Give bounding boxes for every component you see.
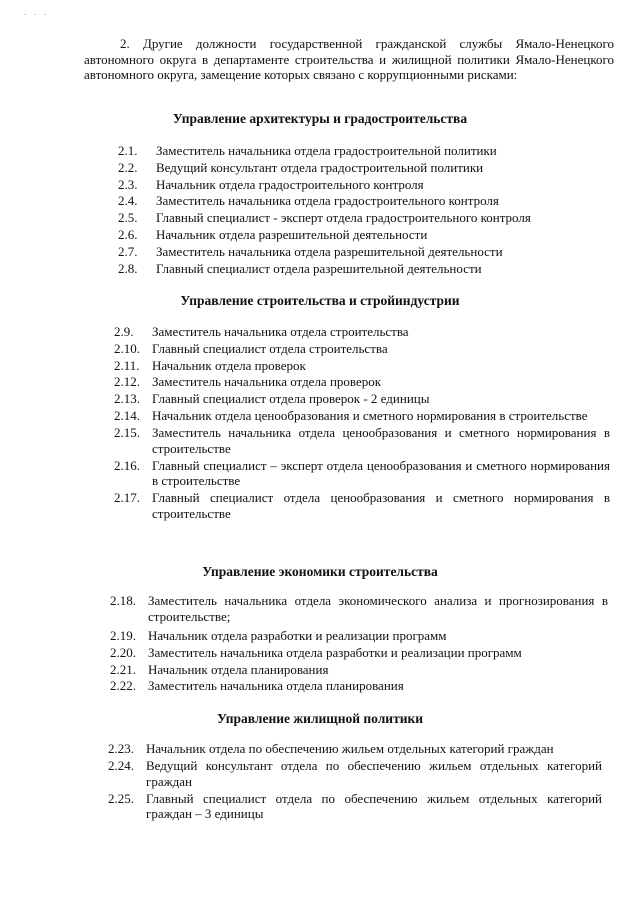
list-item	[114, 341, 544, 358]
position-list-construction	[114, 324, 544, 408]
list-item-number: 2.21.	[110, 661, 136, 677]
list-item-text: Главный специалист отдела ценообразования и сметного нормирования в строительстве	[152, 490, 610, 521]
list-item-text: Заместитель начальника отдела градостроительного контроля	[156, 193, 499, 209]
list-item-number: 2.3.	[118, 176, 138, 192]
list-item-number: 2.17.	[114, 490, 140, 505]
intro-paragraph	[84, 36, 614, 83]
list-item-number: 2.10.	[114, 340, 140, 356]
list-item-text: Начальник отдела разработки и реализации программ	[148, 628, 447, 643]
list-item-number: 2.18.	[110, 593, 136, 608]
list-item-text: Заместитель начальника отдела проверок	[152, 374, 382, 390]
list-item	[114, 425, 610, 456]
list-item	[118, 210, 550, 227]
list-item-number: 2.24.	[108, 758, 134, 773]
list-item-text: Главный специалист отдела по обеспечению жильем отдельных категорий граждан – 3 единицы	[146, 790, 602, 821]
list-item-text: Заместитель начальника отдела строительства	[152, 324, 409, 339]
list-item-text: Начальник отдела по обеспечению жильем отдельных категорий граждан	[146, 741, 554, 756]
list-item-text: Начальник отдела ценообразования и сметного нормирования в строительстве	[152, 408, 588, 423]
list-item-number: 2.11.	[114, 357, 140, 373]
list-item-number: 2.20.	[110, 644, 136, 660]
list-item	[108, 741, 602, 757]
section-heading-housing: Управление жилищной политики	[216, 711, 424, 726]
position-list-economics-long	[110, 593, 608, 626]
list-item-text: Главный специалист - эксперт отдела градостроительного контроля	[156, 210, 531, 226]
section-heading-architecture: Управление архитектуры и градостроительства	[172, 111, 468, 126]
list-item	[118, 244, 550, 261]
list-item-number: 2.22.	[110, 678, 136, 694]
list-item-text: Главный специалист отдела разрешительной деятельности	[156, 260, 482, 276]
list-item-text: Главный специалист отдела строительства	[152, 340, 388, 356]
list-item-number: 2.14.	[114, 408, 140, 423]
list-item	[118, 227, 550, 244]
list-item	[108, 791, 602, 822]
list-item-text: Главный специалист – эксперт отдела ценообразования и сметного нормирования в строительстве	[152, 457, 610, 488]
list-item	[118, 177, 550, 194]
list-item-text: Главный специалист отдела проверок - 2 единицы	[152, 391, 430, 407]
list-item-number: 2.15.	[114, 425, 140, 440]
list-item-text: Заместитель начальника отдела планирования	[148, 678, 404, 694]
list-item-number: 2.4.	[118, 193, 138, 209]
list-item	[118, 193, 550, 210]
list-item-number: 2.25.	[108, 790, 134, 806]
list-item	[114, 391, 544, 408]
list-item	[110, 593, 608, 624]
list-item-text: Начальник отдела планирования	[148, 661, 329, 677]
list-item-number: 2.8.	[118, 260, 138, 276]
list-item-number: 2.13.	[114, 391, 140, 407]
list-item-text: Начальник отдела разрешительной деятельности	[156, 226, 428, 242]
list-item	[114, 490, 610, 521]
list-item-text: Начальник отдела проверок	[152, 357, 306, 373]
list-item-text: Заместитель начальника отдела ценообразования и сметного нормирования в строительстве	[152, 425, 610, 456]
list-item	[114, 374, 544, 391]
list-item-text: Заместитель начальника отдела экономического анализа и прогнозирования в строительстве;	[148, 593, 608, 624]
list-item	[114, 408, 610, 424]
list-item-number: 2.23.	[108, 741, 134, 756]
list-item	[110, 678, 580, 695]
position-list-economics	[110, 628, 580, 695]
position-list-architecture	[118, 143, 550, 277]
list-item	[108, 758, 602, 789]
list-item-number: 2.5.	[118, 210, 138, 226]
list-item	[118, 143, 550, 160]
list-item-text: Ведущий консультант отдела по обеспечению жильем отдельных категорий граждан	[146, 758, 602, 789]
section-heading-economics: Управление экономики строительства	[202, 564, 438, 579]
list-item	[110, 628, 580, 645]
list-item-text: Заместитель начальника отдела разработки и реализации программ	[148, 644, 522, 660]
section-heading-construction: Управление строительства и стройиндустрии	[180, 293, 460, 308]
list-item-text: Ведущий консультант отдела градостроительной политики	[156, 159, 484, 175]
scan-corner-mark: · · ·	[24, 11, 50, 19]
list-item-number: 2.12.	[114, 374, 140, 390]
list-item	[114, 358, 544, 375]
list-item-number: 2.16.	[114, 457, 140, 473]
list-item-text: Заместитель начальника отдела градостроительной политики	[156, 143, 497, 158]
list-item-text: Начальник отдела градостроительного контроля	[156, 176, 424, 192]
list-item-number: 2.7.	[118, 243, 138, 259]
list-item	[114, 324, 544, 341]
list-item-number: 2.2.	[118, 159, 138, 175]
position-list-construction-long	[114, 408, 610, 523]
list-item	[118, 261, 550, 278]
list-item	[110, 645, 580, 662]
list-item-number: 2.1.	[118, 143, 138, 158]
list-item-number: 2.6.	[118, 226, 138, 242]
position-list-housing	[108, 741, 602, 823]
list-item	[114, 458, 610, 489]
list-item	[110, 662, 580, 679]
list-item	[118, 160, 550, 177]
intro-text: 2. Другие должности государственной гражданской службы Ямало-Ненецкого автономного округа в департаменте строительства и жилищной политики Ямало-Ненецкого автономного округа, замещение которых связано с коррупционными рисками:	[84, 36, 614, 82]
list-item-number: 2.19.	[110, 628, 136, 643]
list-item-text: Заместитель начальника отдела разрешительной деятельности	[156, 243, 503, 259]
list-item-number: 2.9.	[114, 324, 134, 339]
